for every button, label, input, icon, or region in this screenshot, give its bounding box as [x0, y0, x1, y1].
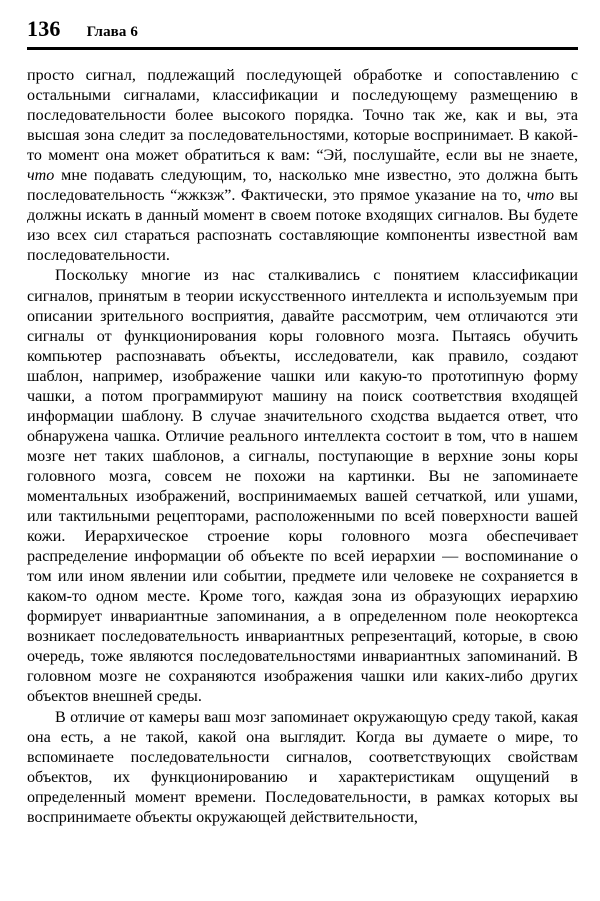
body-text: В отличие от камеры ваш мозг запоминает окружающую среду такой, какая она есть, а не такой, какой она выглядит. Когда вы думаете о мире, то вспоминаете последовательности сигналов, соответствующих свойствам объектов, их функционированию и характеристикам ощущений в определенный момент времени. Последовательности, в рамках которых вы воспринимаете объекты окружающей действительности,	[27, 708, 578, 826]
body-text: мне подавать следующим, то, насколько мне известно, это должна быть последовательность “жжкзж”. Фактически, это прямое указание на то,	[27, 167, 578, 205]
body-text-column	[27, 66, 578, 828]
emphasis-text: что	[526, 187, 555, 205]
paragraph	[27, 708, 578, 828]
chapter-label: Глава 6	[86, 24, 138, 40]
page-number: 136	[27, 16, 61, 41]
paragraph	[27, 66, 578, 266]
header-rule	[27, 47, 578, 50]
body-text: вы должны искать в данный момент в своем потоке входящих сигналов. Вы будете изо всех сил стараться распознать составляющие компоненты известной вам последовательности.	[27, 187, 578, 265]
running-head	[27, 18, 578, 46]
paragraph	[27, 266, 578, 707]
body-text: просто сигнал, подлежащий последующей обработке и сопоставлению с остальными сигналами, классификации и последующему размещению в последовательности более высокого порядка. Точно так же, как и вы, эта высшая зона следит за последовательностями, которые воспринимает. В какой-то момент она может обратиться к вам: “Эй, послушайте, если вы не знаете,	[27, 67, 578, 165]
body-text: Поскольку многие из нас сталкивались с понятием классификации сигналов, принятым в теории искусственного интеллекта и используемым при описании зрительного восприятия, давайте рассмотрим, чем отличаются эти сигналы от функционирования коры головного мозга. Пытаясь обучить компьютер распознавать объекты, исследователи, как правило, создают шаблон, например, изображение чашки или какую-то прототипную форму чашки, а потом программируют машину на поиск соответствия входящей информации шаблону. В случае значительного сходства выдается ответ, что обнаружена чашка. Отличие реального интеллекта состоит в том, что в нашем мозге нет таких шаблонов, а сигналы, поступающие в верхние зоны коры головного мозга, совсем не похожи на картинки. Вы не запоминаете моментальных изображений, воспринимаемых вашей сетчаткой, или ушами, или тактильными рецепторами, расположенными по всей поверхности вашей кожи. Иерархическое строение коры головного мозга обеспечивает распределение информации об объекте по всей иерархии — воспоминание о том или ином явлении или событии, предмете или человеке не сохраняется в каком-то одном месте. Кроме того, каждая зона из образующих иерархию формирует инвариантные запоминания, а в определенном поле неокортекса возникает последовательность инвариантных репрезентаций, которые, в свою очередь, тоже являются последовательностями инвариантных запоминаний. В головном мозге не сохраняются изображения чашки или каких-либо других объектов внешней среды.	[27, 267, 578, 706]
emphasis-text: что	[27, 167, 55, 185]
